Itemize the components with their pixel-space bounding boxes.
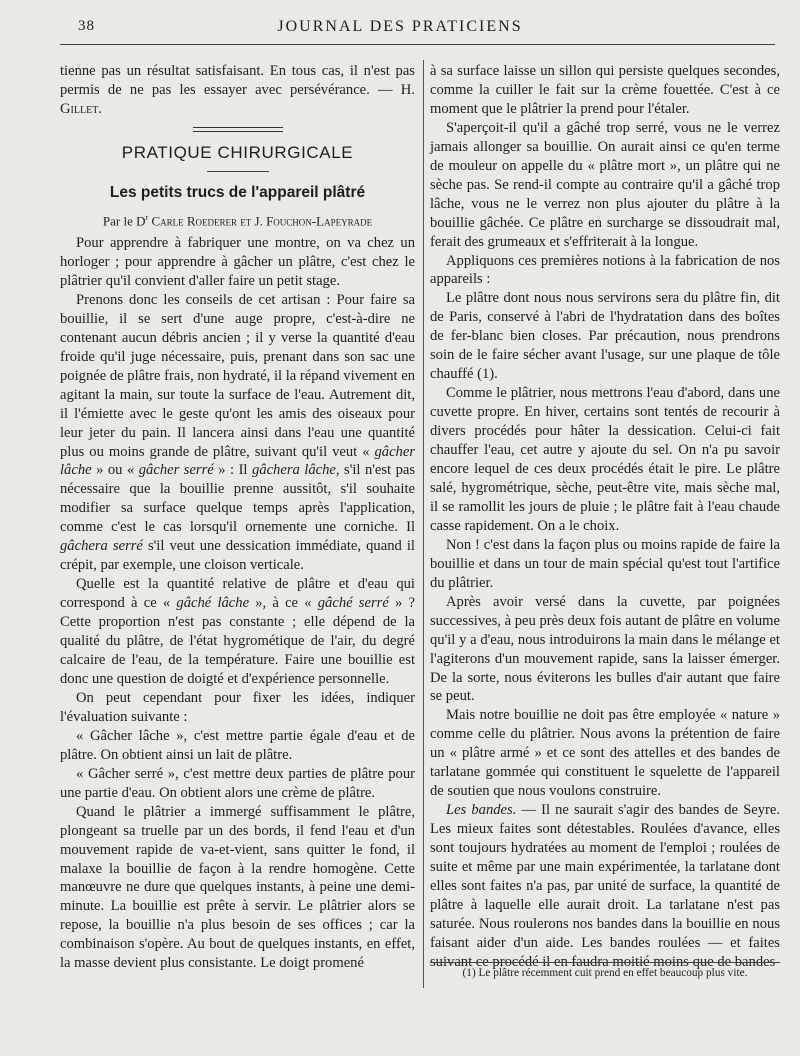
right-column <box>430 62 780 972</box>
paragraph: Comme le plâtrier, nous mettrons l'eau d'abord, dans une cuvette propre. En hiver, certains sont tentés de recourir à divers procédés pour hâter la dessication. Celui-ci fait chauffer l'eau, cet autre y ajoute du sel. On n'a pu savoir encore lequel de ces deux procédés était le pire. Le plâtre salé, hygrométrique, sèche, peut-être vite, mais sèche mal, il se ramollit les jours de pluie ; le plâtre fait à l'eau chaude casse rapidement. On a le choix. <box>430 385 780 534</box>
paragraph: On peut cependant pour fixer les idées, indiquer l'évaluation suivante : <box>60 689 415 725</box>
subheading-les-bandes: Les bandes. <box>446 802 517 819</box>
paragraph: Prenons donc les conseils de cet artisan : Pour faire sa bouillie, il se sert d'une auge propre, c'est-à-dire ne contenant aucun débris ancien ; il y verse la quantité d'eau froide qu'il juge nécessaire, puis, prenant dans son sac une poignée de plâtre frais, non hydraté, il la répand vivement en agitant la main, sur toute la surface de l'eau. Autrement dit, il l'émiette avec le geste qu'ont les amis des oiseaux pour leur jeter du pain. Il lancera ainsi dans l'eau une quantité plus ou moins grande de plâtre, suivant qu'il veut « gâcher lâche » ou « gâcher serré » : Il gâchera lâche, s'il n'est pas nécessaire que la bouillie prenne aussitôt, s'il souhaite modifier sa surface quelque temps après l'application, comme c'est le cas lorsqu'il ornemente une corniche. Il gâchera serré s'il veut une dessication immédiate, quand il crépit, par exemple, une cloison verticale. <box>60 291 416 574</box>
section-rule <box>207 171 269 172</box>
signature: H. Gillet. <box>60 81 415 117</box>
paragraph: S'aperçoit-il qu'il a gâché trop serré, vous ne le verrez jamais allonger sa bouillie. On aurait ainsi ce qu'en terme de mouleur on appelle du « plâtre mort », un plâtre qui ne sèche pas. Se rend-il compte au contraire qu'il a gâché trop lâche, vous ne le verrez non plus ajouter du plâtre à la bouillie gâchée. Ce plâtre en surcharge se dissoudrait mal, ferait des grumeaux et s'effriterait à la longue. <box>430 119 780 250</box>
intro-paragraph: tienne pas un résultat satisfaisant. En tous cas, il n'est pas permis de ne pas les essayer avec persévérance. — H. Gillet. <box>60 63 415 117</box>
paragraph: Pour apprendre à fabriquer une montre, on va chez un horloger ; pour apprendre à gâcher un plâtre, c'est chez le plâtrier qu'il convient d'aller faire un petit stage. <box>60 235 415 289</box>
section-heading: PRATIQUE CHIRURGICALE <box>121 142 354 162</box>
footnote: (1) Le plâtre récemment cuit prend en effet beaucoup plus vite. <box>462 967 748 979</box>
paragraph: Mais notre bouillie ne doit pas être employée « nature » comme celle du plâtrier. Nous avons la prétention de faire un « plâtre armé » et ce sont des attelles et des bandes de tarlatane gommée qui constituent le squelette de l'appareil de soutien que nous voulons construire. <box>430 707 780 800</box>
footnote-rule <box>430 962 780 963</box>
paragraph: Les bandes. — Il ne saurait s'agir des bandes de Seyre. Les mieux faites sont détestables. Roulées d'avance, elles sont toujours hydratées au moment de l'emploi ; roulées de suite et même par une main expérimentée, la tarlatane dont elles sont faites n'a pas, par unité de surface, la quantité de plâtre à laquelle elle aurait droit. La tarlatane n'est pas saturée. Nous roulerons nos bandes dans la bouillie en nous faisant aider d'un aide. Les bandes roulées — et faites suivant ce procédé il en faudra moitié moins que de bandes <box>430 802 780 970</box>
paragraph: Quand le plâtrier a immergé suffisamment le plâtre, plongeant sa truelle par un des bords, il fend l'eau et d'un mouvement rapide de va-et-vient, sans quitter le fond, il malaxe la bouillie de façon à la rendre homogène. Cette manœuvre ne dure que quelques instants, à peine une demi-minute. La bouillie est prête à servir. Le plâtrier alors se repose, la bouillie n'a plus besoin de ses offices ; car la combinaison s'opère. Au bout de quelques instants, en effet, la masse devient plus consistante. Le doigt promené <box>60 803 415 972</box>
paragraph: Non ! c'est dans la façon plus ou moins rapide de faire la bouillie et dans un tour de main spécial qu'est tout l'artifice du plâtrier. <box>430 536 780 591</box>
column-divider <box>423 60 424 988</box>
header-rule <box>60 44 775 45</box>
journal-title: JOURNAL DES PRATICIENS <box>277 18 523 35</box>
paragraph: « Gâcher lâche », c'est mettre partie égale d'eau et de plâtre. On obtient ainsi un lait de plâtre. <box>60 727 415 763</box>
paragraph: à sa surface laisse un sillon qui persiste quelques secondes, comme la cuiller le fait sur la crème fouettée. C'est à ce moment que le plâtrier la prend pour l'étaler. <box>430 63 780 117</box>
paragraph: Quelle est la quantité relative de plâtre et d'eau qui correspond à ce « gâché lâche », à ce « gâché serré » ? Cette proportion n'est pas constante ; elle dépend de la qualité du plâtre, de l'état hygrométique de l'air, du degré calcaire de l'eau, de la température. Faire une bouillie est donc une question de doigté et d'expérience personnelle. <box>60 576 415 687</box>
left-column <box>60 62 415 973</box>
separator-rule <box>193 127 283 132</box>
page-number: 38 <box>78 18 95 34</box>
byline: Par le $D^r$ Carle Roederer et J. Fouchon-Lapeyrade <box>102 212 373 229</box>
footnote-ref: (1) <box>477 366 495 383</box>
paragraph: « Gâcher serré », c'est mettre deux parties de plâtre pour une partie d'eau. On obtient alors une crème de plâtre. <box>60 765 415 801</box>
paragraph: Après avoir versé dans la cuvette, par poignées successives, à peu près deux fois autant de plâtre en volume qu'il y a d'eau, nous introduirons la main dans le mélange et l'agiterons d'un mouvement rapide, sans la laisser émerger. De la sorte, nous éviterons les bulles d'air autant que faire se peut. <box>430 593 780 705</box>
article-title: Les petits trucs de l'appareil plâtré <box>109 183 366 201</box>
paragraph: Le plâtre dont nous nous servirons sera du plâtre fin, dit de Paris, conservé à l'abri de l'hydratation dans des boîtes de fer-blanc bien closes. Par précaution, nous prendrons soin de le faire sécher avant l'usage, sur une plaque de tôle chauffé (1). <box>430 290 780 383</box>
paragraph: Appliquons ces premières notions à la fabrication de nos appareils : <box>430 252 780 288</box>
